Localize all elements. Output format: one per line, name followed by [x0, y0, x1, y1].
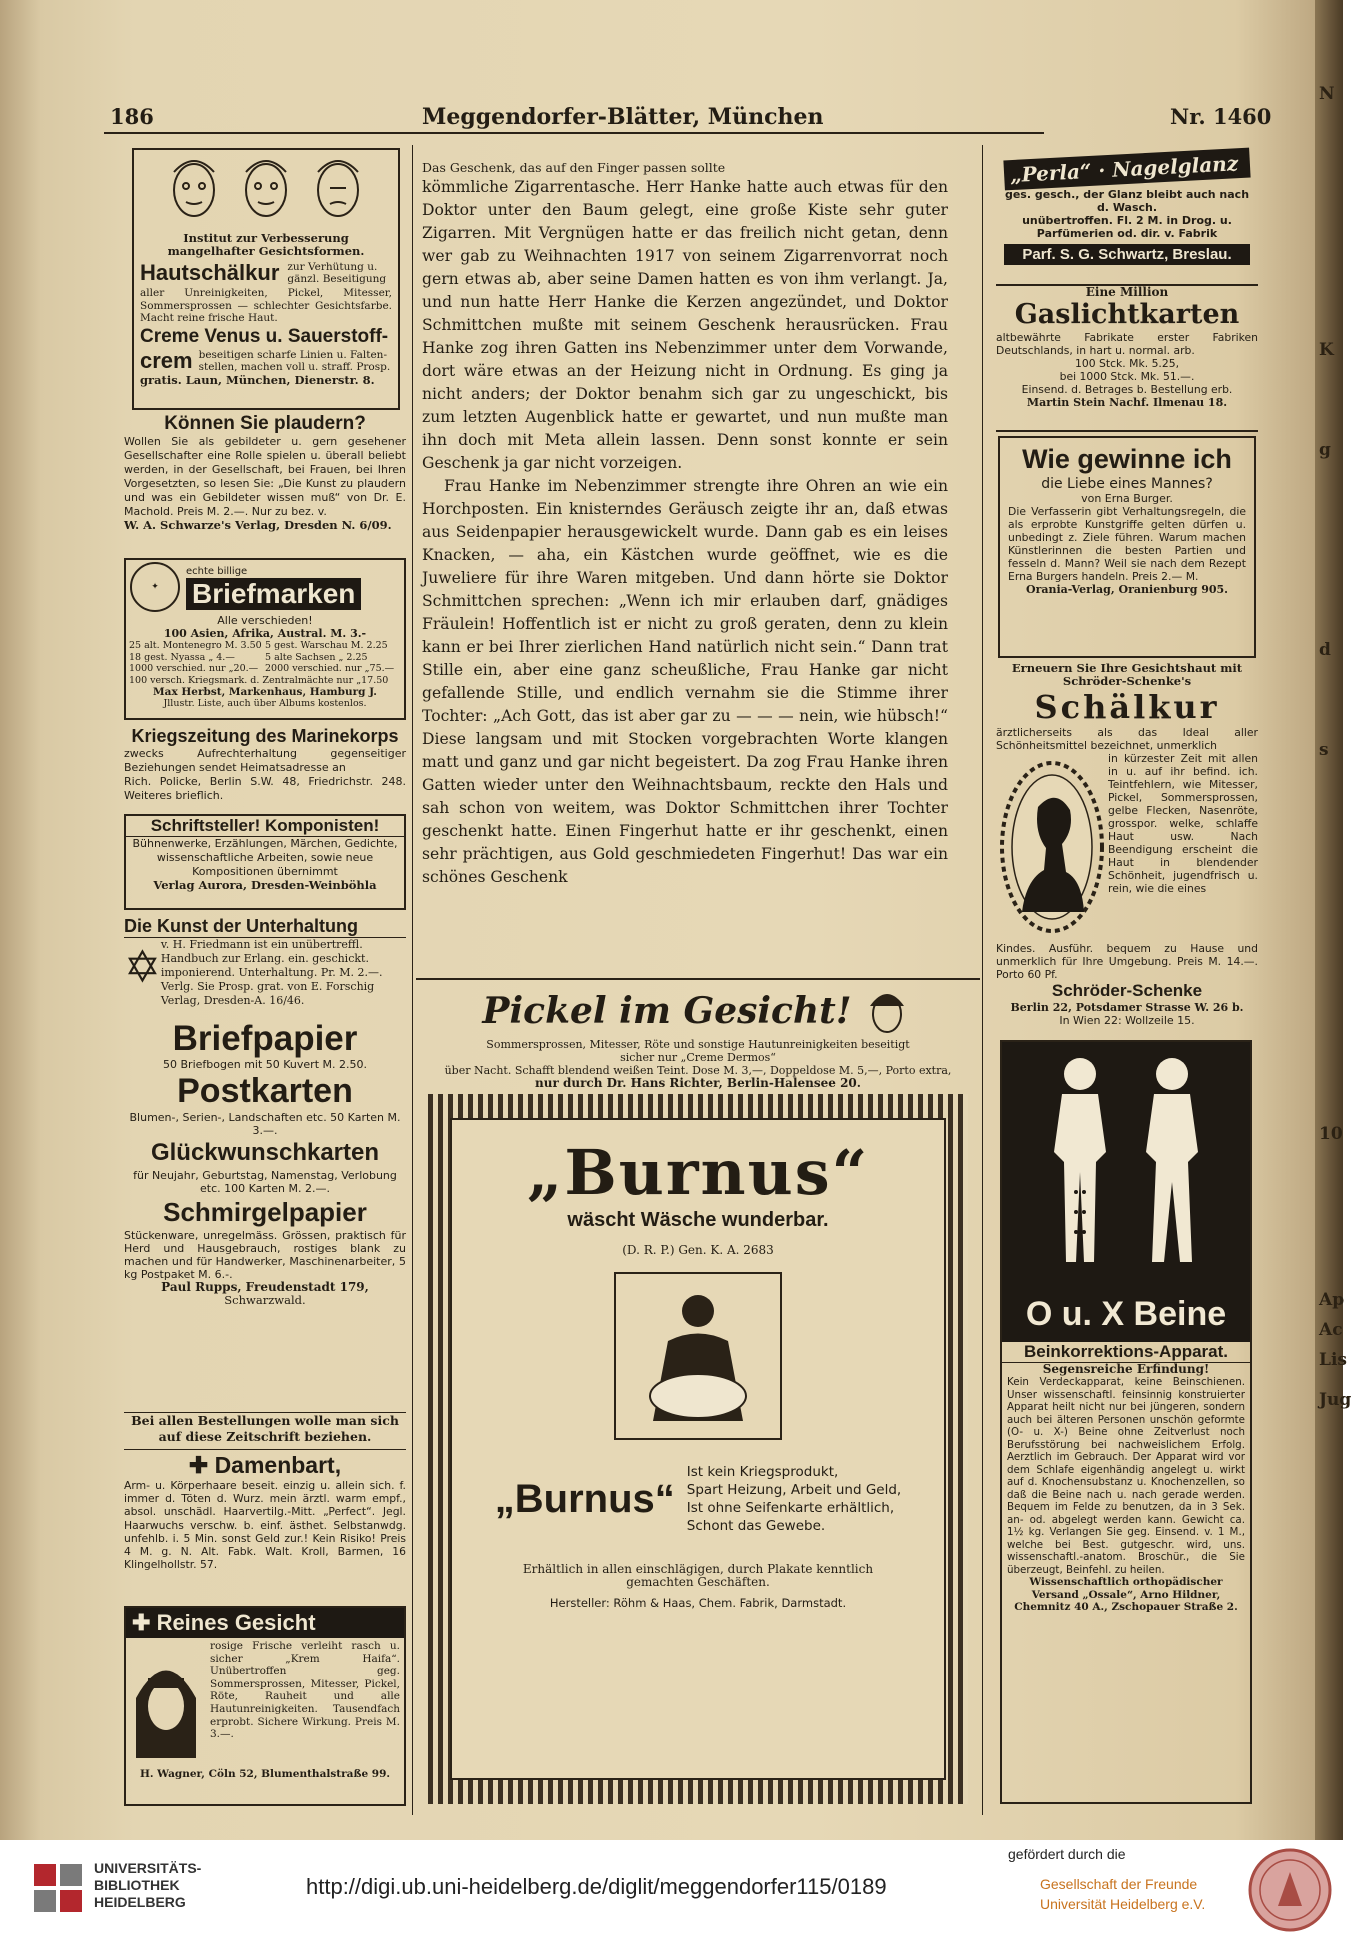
claim-line: Ist ohne Seifenkarte erhältlich, [686, 1500, 895, 1516]
cross-icon: ✚ [132, 1610, 151, 1635]
ad-price: 100 Stck. Mk. 5.25, [1074, 357, 1180, 370]
claim-line: Spart Heizung, Arbeit und Geld, [686, 1482, 902, 1498]
ad-body: ges. gesch., der Glanz bleibt auch nach d. Wasch. [1004, 188, 1250, 214]
ad-briefmarken [124, 558, 406, 720]
ad-contact: Rich. Policke, Berlin S.W. 48, Friedrichstr. 248. Weiteres brieflich. [124, 775, 406, 802]
ad-kriegszeitung [124, 726, 406, 806]
ad-title: Können Sie plaudern? [164, 413, 366, 434]
ad-title: Schälkur [1034, 688, 1220, 726]
ad-body: v. H. Friedmann ist ein unübertreffl. Handbuch zur Erlang. ein. geschickt. imponierend. Unterhaltung. Pr. M. 2.—. Verlg. Sie Prosp. grat. von E. Forschig Verlag, Dresden-A. 16/46. [160, 938, 383, 1007]
ad-body: zwecks Aufrechterhaltung gegenseitiger Beziehungen sendet Heimatsadresse an [124, 747, 406, 774]
ad-title: Wie gewinne ich [1022, 444, 1232, 474]
ad-schmirgel: Schmirgelpapier [163, 1197, 367, 1227]
ad-burnus-title: „Burnus“ [526, 1136, 870, 1209]
ad-tag: echte billige [186, 565, 248, 577]
ad-body: altbewährte Fabrikate erster Fabriken Deutschlands, in hart u. normal. arb. [996, 331, 1258, 357]
ad-firm: Schröder-Schenke [1051, 981, 1203, 1000]
ad-sub: Beinkorrektions-Apparat. [1002, 1342, 1250, 1363]
story-end-rule [416, 978, 980, 980]
spine-char: 10 [1319, 1124, 1343, 1144]
ad-sub: Alle verschieden! [217, 614, 313, 627]
price-cell: 18 gest. Nyassa „ 4.— [129, 651, 235, 663]
price-cell: 5 gest. Warschau M. 2.25 [265, 640, 388, 651]
ad-burnus-frame [428, 1094, 968, 1804]
ad-schaelkur [996, 662, 1258, 1034]
ad-reines-gesicht [124, 1606, 406, 1806]
notice-text: Bei allen Bestellungen wolle man sich auf diese Zeitschrift beziehen. [131, 1413, 399, 1444]
story-paragraph: kömmliche Zigarrentasche. Herr Hanke hatte auch etwas für den Doktor unter den Baum gelegt, eine große Kiste sehr guter Zigarren. Mit Vergnügen hatte er das freilich nicht getan, denn wer gab zu Weihnachten 1917 von seinem Zigarrenvorrat noch gern etwas ab, aber seine Damen hatten es von ihm verlangt. Ja, und nun hatte Herr Hanke die Kerzen angezündet, und Doktor Schmittchen mußte mit seinem Geschenk herausrücken. Frau Hanke zog ihren Gatten ins Nebenzimmer unter dem Vorwande, dort wäre etwas an der Heizung nicht in Ordnung. Es ging ja nicht anders; der Doktor benahm sich gar zu ungeschickt, bis zum letzten Augenblick hatte er gewartet, und nun mußte man ihn doch mit Meta allein lassen. Denn sonst konnte er sein Geschenk ja gar nicht vorzeigen. [422, 178, 948, 472]
ad-address: In Wien 22: Wollzeile 15. [1059, 1014, 1195, 1027]
spine-char: g [1319, 440, 1331, 460]
ad-title: O u. X Beine [1025, 1295, 1227, 1333]
ad-body: in kürzester Zeit mit allen in u. auf ihr befind. ich. Teintfehlern, wie Mitesser, Pickel, Sommersprossen, gelbe Flecken, Nasenröte, grosspor. welke, schlaffe Haut usw. Nach Beendigung erscheint die Haut in blendender Schönheit, jugendfrisch u. rein, wie die eines [1108, 752, 1258, 895]
page-spine [1315, 0, 1351, 1840]
ad-institute-text: Institut zur Verbesserung mangelhafter Gesichtsformen. [167, 231, 365, 258]
ad-publisher: W. A. Schwarze's Verlag, Dresden N. 6/09. [124, 518, 392, 532]
ad-ort: Schwarzwald. [224, 1293, 306, 1307]
spine-char: Ac [1319, 1320, 1343, 1340]
ad-firm: nur durch Dr. Hans Richter, Berlin-Halensee 20. [535, 1076, 861, 1090]
woman-portrait-illustration [126, 1638, 206, 1768]
ad-contact: H. Wagner, Cöln 52, Blumenthalstraße 99. [139, 1768, 391, 1780]
ad-body: rosige Frische verleiht rasch u. sicher „Krem Haifa“. Unübertroffen geg. Sommersprossen, Mitesser, Pickel, Röte, Rauheit und alle Hautunreinigkeiten. Tausendfach erprobt. Sichere Wirkung. Preis M. 3.—. [210, 1640, 400, 1741]
price-cell: 1000 verschied. nur „20.— [129, 663, 259, 674]
library-name-line: UNIVERSITÄTS- [94, 1860, 202, 1876]
digitization-footer [0, 1840, 1343, 1938]
ad-dealer: Max Herbst, Markenhaus, Hamburg J. [153, 686, 377, 698]
ad-liebe [998, 436, 1256, 658]
ad-publisher: Verlag Aurora, Dresden-Weinböhla [153, 878, 377, 892]
ad-sub: für Neujahr, Geburtstag, Namenstag, Verlobung etc. 100 Karten M. 2.—. [133, 1169, 397, 1195]
ad-price: bei 1000 Stck. Mk. 51.—. [1059, 370, 1195, 383]
ad-note: Einsend. d. Betrages b. Bestellung erb. [1021, 383, 1233, 396]
ad-body: Wollen Sie als gebildeter u. gern gesehener Gesellschafter eine Rolle spielen u. überall beliebt werden, in der Gesellschaft, bei Frauen, bei Ihren Vorgesetzten, so lesen Sie: „Die Kunst zu plaudern und was ein Gebildeter wissen muß“ von Dr. E. Machold. Preis M. 2.—. Nur zu bez. v. [124, 435, 406, 518]
ad-publisher: Orania-Verlag, Oranienburg 905. [1025, 583, 1229, 596]
ad-burnus-brand: „Burnus“ [494, 1476, 675, 1521]
sponsor-line: Gesellschaft der Freunde [1040, 1876, 1198, 1892]
ad-title: Reines Gesicht [156, 1610, 316, 1635]
ad-top: Eine Million [1085, 285, 1169, 299]
ad-firm: Parf. S. G. Schwartz, Breslau. [1004, 244, 1250, 265]
ad-nagelglanz [1004, 148, 1250, 280]
ad-tag: Segensreiche Erfindung! [1042, 1362, 1210, 1376]
ad-hautschaelkur-name: Hautschälkur [140, 260, 280, 285]
ad-beine [1000, 1040, 1252, 1804]
ad-patent: (D. R. P.) Gen. K. A. 2683 [622, 1243, 774, 1257]
ad-slogan: wäscht Wäsche wunderbar. [567, 1209, 829, 1231]
cross-icon: ✚ [188, 1452, 209, 1478]
ad-beine-banner [1002, 1042, 1250, 1342]
ad-sub: die Liebe eines Mannes? [1041, 476, 1213, 492]
ad-postkarten: Postkarten [177, 1072, 353, 1110]
header-rule [104, 132, 1044, 134]
ad-hautschaelkur [132, 148, 400, 410]
sponsor-name [1040, 1874, 1205, 1914]
star-icon: ✡ [124, 942, 161, 993]
university-seal-icon [1248, 1848, 1332, 1932]
ad-burnus [450, 1118, 946, 1780]
ad-briefpapier: Briefpapier [172, 1019, 358, 1058]
price-grid [126, 640, 404, 675]
page-title: Meggendorfer-Blätter, München [422, 104, 824, 130]
ad-briefmarken-name: Briefmarken [186, 578, 361, 610]
university-library-logo-icon [30, 1858, 90, 1918]
library-name [94, 1860, 201, 1911]
washerwoman-illustration [613, 1271, 783, 1441]
claim-line: Schont das Gewebe. [686, 1518, 826, 1534]
spine-char: s [1319, 740, 1329, 760]
spine-char: Lis [1319, 1350, 1347, 1370]
ad-title: Gaslichtkarten [1014, 299, 1240, 330]
claim-line: Ist kein Kriegsprodukt, [686, 1464, 839, 1480]
face-illustration [860, 984, 914, 1038]
ad-sub: 50 Briefbogen mit 50 Kuvert M. 2.50. [163, 1058, 367, 1071]
ad-body: Kindes. Ausführ. bequem zu Hause und unmerklich für Ihre Umgebung. Preis M. 14.—. Porto 60 Pf. [996, 942, 1258, 981]
ad-gaslicht [996, 284, 1258, 432]
ad-schriftsteller [124, 814, 406, 910]
ad-list: Jllustr. Liste, auch über Albums kostenlos. [163, 698, 367, 709]
ad-title: Schriftsteller! Komponisten! [126, 816, 404, 837]
ad-side-text: zur Verhütung u. gänzl. Beseitigung [287, 261, 387, 285]
sponsor-label: gefördert durch die [1008, 1846, 1126, 1862]
ad-body: Die Verfasserin gibt Verhaltungsregeln, die als erprobte Kunstgriffe gelten dürfen u. unbedingt z. Ziele führen. Warum machen Künstlerinnen die besten Partien und fesseln d. Mann? Weil sie nach dem Rezept Erna Burgers handeln. Preis 2.— M. [1008, 505, 1246, 583]
ad-body: über Nacht. Schafft blendend weißen Teint. Dose M. 3,—, Doppeldose M. 5,—, Porto extra, [444, 1064, 952, 1077]
price-cell: 25 alt. Montenegro M. 3.50 [129, 640, 262, 651]
ad-druck [124, 1020, 406, 1410]
library-name-line: BIBLIOTHEK [94, 1877, 180, 1893]
spine-char: d [1319, 640, 1331, 660]
ad-institute: Wissenschaftlich orthopädischer Versand „Ossale“, Arno Hildner, Chemnitz 40 A., Zschopauer Straße 2. [1014, 1576, 1238, 1613]
ad-title: Kriegszeitung des Marinekorps [131, 726, 399, 746]
ad-sub: Stückenware, unregelmäss. Grössen, praktisch für Herd und Hausgebrauch, rostiges blank zu machen und für Handwerker, Maschinenarbeiter, 5 kg Postpaket M. 6.-. [124, 1229, 406, 1281]
ad-body: Kein Verdeckapparat, keine Beinschienen. Unser wissenschaftl. feinsinnig konstruierter Apparat heilt nicht nur bei jüngeren, sondern auch bei älteren Personen unschön geformte (O- u. X-) Beine ohne Zeitverlust noch Berufsstörung bei nachweislichem Erfolg. Aerztlich im Gebrauch. Der Apparat wird vor dem Schlafe eigenhändig angelegt u. wirkt auf d. Knochensubstanz u. Knochenzellen, so daß die Beine nach u. nach gerade werden. Bequem im Felde zu benutzen, da in 3 Sek. an- od. abgelegt werden kann. Gewicht ca. 1½ kg. Verlangen Sie geg. Einsend. v. 1 M., welche bei Best. gutgeschr. wird, uns. wissenschaftl.-anatom. Broschür., die Sie überzeugt, Beinfehl. zu heilen. [1007, 1376, 1245, 1576]
column-divider [412, 145, 413, 1815]
library-name-line: HEIDELBERG [94, 1894, 186, 1910]
spine-char: Ap [1319, 1290, 1345, 1310]
ad-unterhaltung [124, 916, 406, 1016]
spine-char: K [1319, 340, 1334, 360]
page-number: 186 [110, 104, 154, 129]
stamp-icon: ✦ [130, 562, 180, 612]
ad-damenbart [124, 1452, 406, 1600]
ad-claims [687, 1463, 901, 1535]
ad-address: Berlin 22, Potsdamer Strasse W. 26 b. [1010, 1001, 1244, 1014]
ad-plaudern [124, 413, 406, 551]
price-cell: 5 alte Sachsen „ 2.25 [265, 651, 368, 663]
sponsor-line: Universität Heidelberg e.V. [1040, 1896, 1206, 1912]
ad-body: Bühnenwerke, Erzählungen, Märchen, Gedichte, wissenschaftliche Arbeiten, sowie neue Kompositionen übernimmt [132, 837, 398, 878]
ad-body: Sommersprossen, Mitesser, Röte und sonstige Hautunreinigkeiten beseitigt sicher nur „Creme Dermos“ [486, 1038, 910, 1064]
ad-footer: gratis. Laun, München, Dienerstr. 8. [140, 372, 375, 387]
ad-top: Erneuern Sie Ihre Gesichtshaut mit Schröder-Schenke's [1011, 661, 1243, 688]
notice-box [124, 1412, 406, 1450]
ad-firma: Paul Rupps, Freudenstadt 179, [161, 1280, 369, 1294]
ad-title: Die Kunst der Unterhaltung [124, 916, 406, 938]
price-cell: 2000 verschied. nur „75.— [265, 663, 395, 674]
ad-body: unübertroffen. Fl. 2 M. in Drog. u. Parfümerien od. dir. v. Fabrik [1022, 214, 1232, 240]
ad-author: von Erna Burger. [1081, 492, 1173, 505]
story-heading: Das Geschenk, das auf den Finger passen sollte [422, 160, 726, 175]
ad-glueck: Glückwunschkarten [150, 1139, 380, 1166]
ad-body: Arm- u. Körperhaare beseit. einzig u. allein sich. f. immer d. Töten d. Wurz. mein ärztl. warm empf., absol. unschädl. Haarvertilg.-Mitt. „Perfect“. Jegl. Haarwuchs verschw. b. einf. ästhet. Selbstanwdg. unfehlb. i. 5 Min. sonst Geld zur.! Kein Risiko! Preis 4 M. g. N. Alt. Fabk. Walt. Kroll, Barmen, 16 Klingelhollstr. 57. [124, 1479, 406, 1572]
ad-pickel [416, 984, 980, 1090]
story-paragraph: Frau Hanke im Nebenzimmer strengte ihre Ohren an wie ein Horchposten. Ein knisterndes Geräusch zeigte ihr an, daß etwas aus Seidenpapier herausgewickelt wurde. Dann gab es ein leises Knacken, — aha, ein Kästchen wurde geöffnet, wie es die Juweliere für ihre Waren mitgeben. Und dann hörte sie Doktor Schmittchen sprechen: „Wenn ich mir erlauben darf, gnädiges Fräulein! Hoffentlich ist er nicht zu groß geraten, denn zu klein kann er bei Ihrer zierlichen Hand natürlich nicht sein.“ Dann trat Stille ein, aber eine ganz scheußliche, Frau Hanke gar nicht gefallende Stille, und endlich vernahm sie die Stimme ihrer Tochter: „Ach Gott, das ist aber gar zu — — — nein, wie hübsch!“ Diese langsam und mit Stocken vorgebrachten Worte klangen matt und ganz und gar nicht begeistert. Da zog Frau Hanke ihren Gatten wieder unter den Weihnachtsbaum, reckte den Hals und sah schon von weitem, was Doktor Schmittchen ihrer Tochter geschenkt hatte. Einen Fingerhut hatte er ihr geschenkt, einen sehr prächtigen, aus Gold geschmiedeten Fingerhut! Das war ein schönes Geschenk [422, 477, 948, 886]
ad-sub: Blumen-, Serien-, Landschaften etc. 50 Karten M. 3.—. [129, 1111, 401, 1137]
story-text [422, 160, 948, 889]
spine-char: Jug [1319, 1390, 1351, 1410]
ad-brand: „Perla“ · Nagelglanz [1003, 148, 1250, 191]
ad-offer: 100 Asien, Afrika, Austral. M. 3.- [163, 627, 367, 640]
faces-illustration [134, 150, 398, 230]
ad-firm: Martin Stein Nachf. Ilmenau 18. [1026, 396, 1228, 409]
issue-number: Nr. 1460 [1170, 104, 1272, 129]
ad-title: Pickel im Gesicht! [482, 990, 852, 1032]
ad-side-text: beseitigen scharfe Linien u. Falten-stellen, machen voll u. straff. Prosp. [198, 348, 391, 373]
spine-char: N [1319, 84, 1335, 104]
ad-body: aller Unreinigkeiten, Pickel, Mitesser, Sommersprossen — schlechter Gesichtsfarbe. Macht reine frische Haut. [140, 287, 392, 324]
ad-creme-name: Creme Venus u. Sauerstoff- [140, 325, 389, 347]
permalink-url[interactable]: http://digi.ub.uni-heidelberg.de/diglit/meggendorfer115/0189 [306, 1874, 887, 1899]
ad-extra: 100 versch. Kriegsmark. d. Zentralmächte nur „17.50 [129, 674, 389, 686]
ad-maker: Hersteller: Röhm & Haas, Chem. Fabrik, Darmstadt. [549, 1596, 847, 1610]
column-divider [982, 145, 983, 1815]
legs-figures-illustration [1002, 1052, 1250, 1272]
ad-title: Damenbart, [214, 1452, 342, 1478]
ad-body: ärztlicherseits als das Ideal aller Schönheitsmittel bezeichnet, unmerklich [996, 726, 1258, 752]
lady-silhouette-illustration [996, 752, 1108, 942]
ad-crem: crem [140, 347, 193, 373]
ad-availability: Erhältlich in allen einschlägigen, durch Plakate kenntlich gemachten Geschäften. [522, 1562, 874, 1589]
